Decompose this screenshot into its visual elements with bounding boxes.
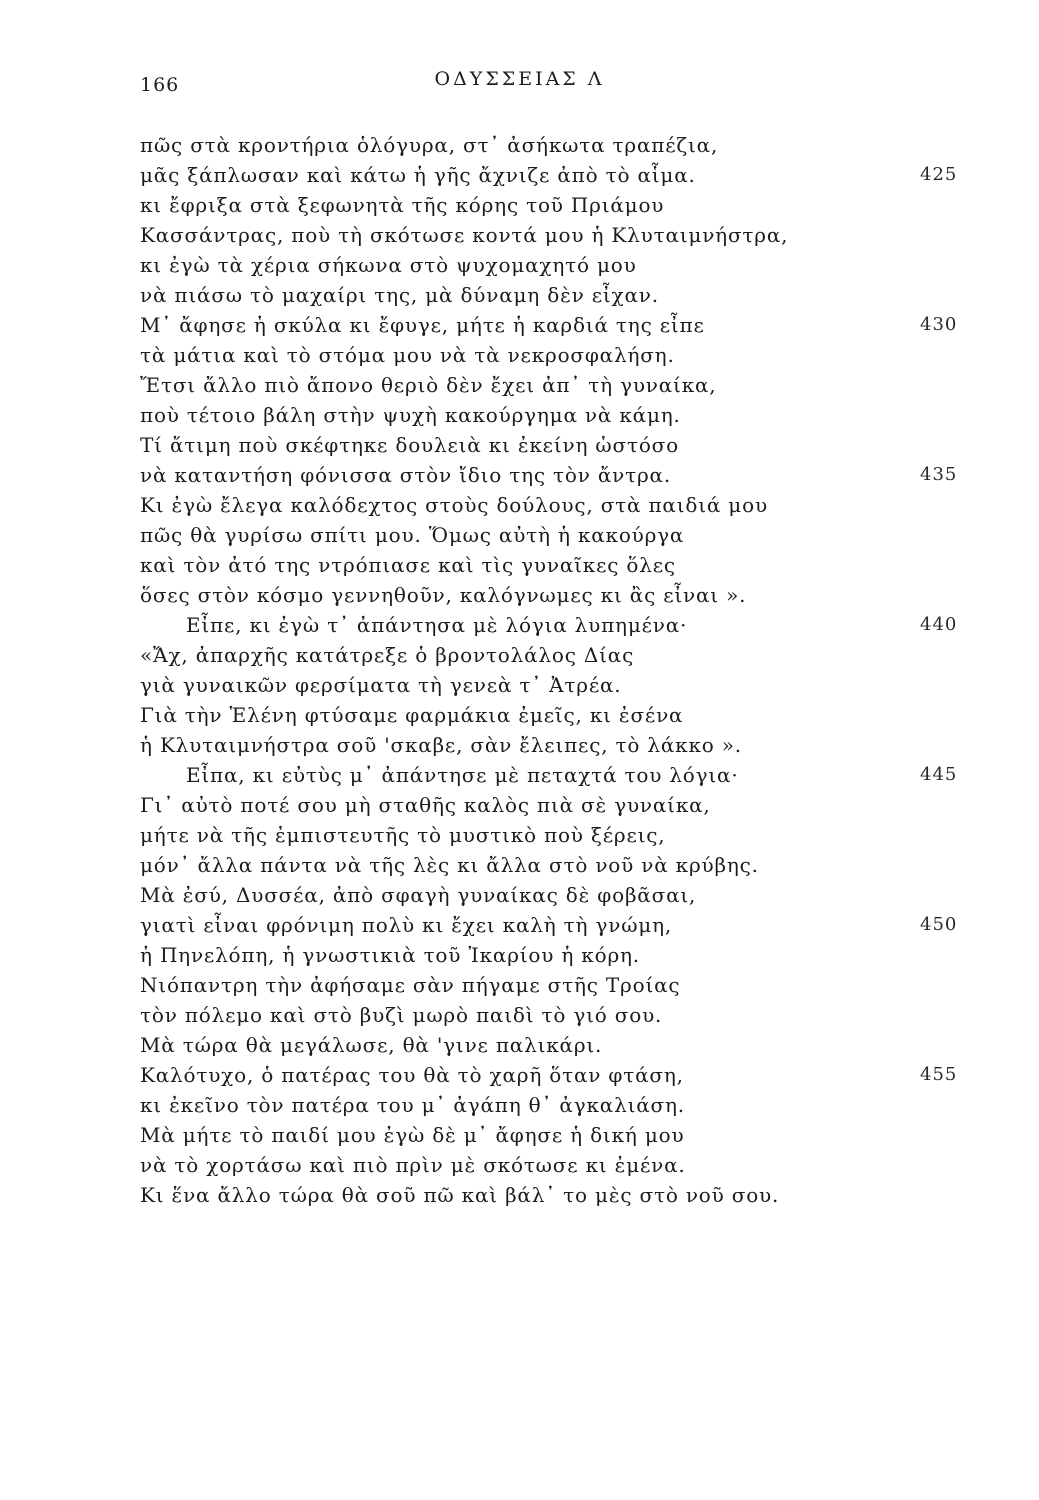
verse-text: νὰ πιάσω τὸ μαχαίρι της, μὰ δύναμη δὲν εἶχαν. <box>140 283 659 307</box>
verse-text: καὶ τὸν ἀτό της ντρόπιασε καὶ τὶς γυναῖκες ὅλες <box>140 553 676 577</box>
verse-text: Εἶπε, κι ἐγὼ τ᾽ ἀπάντησα μὲ λόγια λυπημένα· <box>186 613 688 637</box>
verse-text: ποὺ τέτοιο βάλη στὴν ψυχὴ κακούργημα νὰ κάμη. <box>140 403 681 427</box>
verse-line <box>140 220 1020 250</box>
verse-line <box>140 370 1020 400</box>
verse-text: Μὰ ἐσύ, Δυσσέα, ἀπὸ σφαγὴ γυναίκας δὲ φοβᾶσαι, <box>140 883 697 907</box>
verse-line <box>140 310 1020 340</box>
line-number: 430 <box>920 314 958 335</box>
verse-text: κι ἐκεῖνο τὸν πατέρα του μ᾽ ἀγάπη θ᾽ ἀγκαλιάση. <box>140 1093 685 1117</box>
verse-text: Μὰ τώρα θὰ μεγάλωσε, θὰ 'γινε παλικάρι. <box>140 1033 603 1057</box>
verse-text: Τί ἄτιμη ποὺ σκέφτηκε δουλειὰ κι ἐκείνη ὡστόσο <box>140 433 679 457</box>
verse-text: Καλότυχο, ὁ πατέρας του θὰ τὸ χαρῆ ὅταν φτάση, <box>140 1063 684 1087</box>
verse-line <box>140 280 1020 310</box>
verse-line <box>140 250 1020 280</box>
verse-line <box>140 910 1020 940</box>
verse-text: γιὰ γυναικῶν φερσίματα τὴ γενεὰ τ᾽ Ἀτρέα. <box>140 673 622 697</box>
verse-text: τὰ μάτια καὶ τὸ στόμα μου νὰ τὰ νεκροσφαλήση. <box>140 343 675 367</box>
verse-line <box>140 700 1020 730</box>
verse-text: Γιὰ τὴν Ἑλένη φτύσαμε φαρμάκια ἐμεῖς, κι ἐσένα <box>140 703 684 727</box>
verse-text: Μ᾽ ἄφησε ἡ σκύλα κι ἔφυγε, μήτε ἡ καρδιά της εἶπε <box>140 313 705 337</box>
verse-line <box>140 490 1020 520</box>
verse-line <box>140 340 1020 370</box>
verse-line <box>140 640 1020 670</box>
verse-line <box>140 1120 1020 1150</box>
verse-line <box>140 130 1020 160</box>
verse-text: ἡ Κλυταιμνήστρα σοῦ 'σκαβε, σὰν ἔλειπες, τὸ λάκκο ». <box>140 733 742 757</box>
line-number: 440 <box>920 614 958 635</box>
verse-text: Κασσάντρας, ποὺ τὴ σκότωσε κοντά μου ἡ Κλυταιμνήστρα, <box>140 223 789 247</box>
verse-text: μήτε νὰ τῆς ἐμπιστευτῆς τὸ μυστικὸ ποὺ ξέρεις, <box>140 823 666 847</box>
verse-text: μᾶς ξάπλωσαν καὶ κάτω ἡ γῆς ἄχνιζε ἀπὸ τὸ αἷμα. <box>140 163 696 187</box>
verse-text: Μὰ μήτε τὸ παιδί μου ἐγὼ δὲ μ᾽ ἄφησε ἡ δική μου <box>140 1123 685 1147</box>
page-number: 166 <box>140 74 180 96</box>
verse-text: πῶς στὰ κροντήρια ὁλόγυρα, στ᾽ ἀσήκωτα τραπέζια, <box>140 133 719 157</box>
verse-text: «Ἄχ, ἀπαρχῆς κατάτρεξε ὁ βροντολάλος Δίας <box>140 643 635 667</box>
line-number: 450 <box>920 914 958 935</box>
running-head: ΟΔΥΣΣΕΙΑΣ Λ <box>434 68 605 90</box>
verse-text: γιατὶ εἶναι φρόνιμη πολὺ κι ἔχει καλὴ τὴ γνώμη, <box>140 913 673 937</box>
verse-block <box>140 130 1020 1210</box>
verse-line <box>140 820 1020 850</box>
verse-text: κι ἐγὼ τὰ χέρια σήκωνα στὸ ψυχομαχητό μου <box>140 253 637 277</box>
verse-line <box>140 880 1020 910</box>
verse-line <box>140 1000 1020 1030</box>
verse-text: κι ἔφριξα στὰ ξεφωνητὰ τῆς κόρης τοῦ Πριάμου <box>140 193 665 217</box>
verse-text: Κι ἕνα ἄλλο τώρα θὰ σοῦ πῶ καὶ βάλ᾽ το μὲς στὸ νοῦ σου. <box>140 1183 780 1207</box>
verse-text: νὰ καταντήση φόνισσα στὸν ἴδιο της τὸν ἄντρα. <box>140 463 671 487</box>
verse-line <box>140 850 1020 880</box>
verse-line <box>140 190 1020 220</box>
verse-text: μόν᾽ ἄλλα πάντα νὰ τῆς λὲς κι ἄλλα στὸ νοῦ νὰ κρύβης. <box>140 853 759 877</box>
verse-line <box>140 1060 1020 1090</box>
line-number: 435 <box>920 464 958 485</box>
verse-text: τὸν πόλεμο καὶ στὸ βυζὶ μωρὸ παιδὶ τὸ γιό σου. <box>140 1003 663 1027</box>
verse-line <box>140 790 1020 820</box>
verse-line <box>140 430 1020 460</box>
verse-line <box>140 1090 1020 1120</box>
verse-text: νὰ τὸ χορτάσω καὶ πιὸ πρὶν μὲ σκότωσε κι ἐμένα. <box>140 1153 686 1177</box>
verse-line <box>140 520 1020 550</box>
verse-line <box>140 1180 1020 1210</box>
verse-line <box>140 940 1020 970</box>
verse-line <box>140 610 1020 640</box>
verse-line <box>140 460 1020 490</box>
line-number: 445 <box>920 764 958 785</box>
verse-line <box>140 970 1020 1000</box>
verse-text: Κι ἐγὼ ἔλεγα καλόδεχτος στοὺς δούλους, στὰ παιδιά μου <box>140 493 768 517</box>
verse-text: Ἔτσι ἄλλο πιὸ ἄπονο θεριὸ δὲν ἔχει ἀπ᾽ τὴ γυναίκα, <box>140 373 717 397</box>
verse-text: ὅσες στὸν κόσμο γεννηθοῦν, καλόγνωμες κι ἂς εἶναι ». <box>140 583 747 607</box>
verse-text: Νιόπαντρη τὴν ἀφήσαμε σὰν πήγαμε στῆς Τροίας <box>140 973 681 997</box>
verse-line <box>140 580 1020 610</box>
verse-line <box>140 160 1020 190</box>
verse-line <box>140 670 1020 700</box>
verse-line <box>140 730 1020 760</box>
verse-line <box>140 400 1020 430</box>
verse-line <box>140 760 1020 790</box>
verse-line <box>140 1150 1020 1180</box>
line-number: 425 <box>920 164 958 185</box>
verse-line <box>140 550 1020 580</box>
verse-text: Γι᾽ αὐτὸ ποτέ σου μὴ σταθῆς καλὸς πιὰ σὲ γυναίκα, <box>140 793 711 817</box>
line-number: 455 <box>920 1064 958 1085</box>
verse-text: πῶς θὰ γυρίσω σπίτι μου. Ὅμως αὐτὴ ἡ κακούργα <box>140 523 685 547</box>
verse-text: Εἶπα, κι εὐτὺς μ᾽ ἀπάντησε μὲ πεταχτά του λόγια· <box>186 763 739 787</box>
verse-line <box>140 1030 1020 1060</box>
verse-text: ἡ Πηνελόπη, ἡ γνωστικιὰ τοῦ Ἰκαρίου ἡ κόρη. <box>140 943 640 967</box>
